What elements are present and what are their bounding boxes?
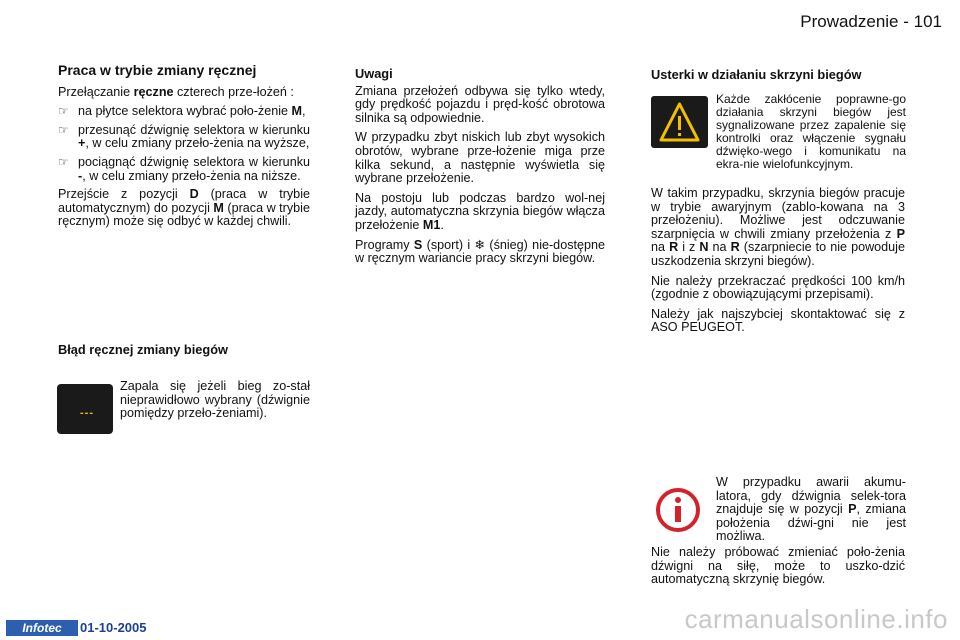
- transition-paragraph: Przejście z pozycji D (praca w trybie automatycznym) do pozycji M (praca w trybie ręcznym) może się odbyć w każdej chwili.: [58, 187, 310, 229]
- faults-body: [651, 187, 905, 341]
- faults-paragraph: Nie należy przekraczać prędkości 100 km/h (zgodnie z obowiązującymi przepisami).: [651, 273, 905, 302]
- indicator-dots: ---: [80, 407, 94, 419]
- pointing-hand-icon: ☞: [58, 104, 69, 119]
- notes-paragraph: W przypadku zbyt niskich lub zbyt wysokich obrotów, wybrane prze-łożenie miga prze kilka sekund, a następnie wyświetla się wybrane przełożenie.: [355, 130, 605, 186]
- gear-error-text: Zapala się jeżeli bieg zo-stał nieprawidłowo wybrany (dźwignie pomiędzy przeło-żeniami).: [120, 379, 310, 421]
- list-item: ☞ przesunąć dźwignię selektora w kierunku +, w celu zmiany przeło-żenia na wyższe,: [58, 122, 310, 151]
- list-item: ☞ na płytce selektora wybrać poło-żenie M,: [58, 104, 306, 119]
- pointing-hand-icon: ☞: [58, 154, 69, 169]
- column-faults: [651, 68, 905, 86]
- faults-final-paragraph: Nie należy próbować zmieniać poło-żenia dźwigni na siłę, może to uszko-dzić automatyczną skrzynię biegów.: [651, 545, 905, 587]
- column-manual-mode: [58, 64, 310, 235]
- snowflake-icon: ❄: [474, 237, 486, 252]
- watermark: carmanualsonline.info: [684, 604, 948, 634]
- pointing-hand-icon: ☞: [58, 122, 69, 137]
- notes-paragraph: Na postoju lub podczas bardzo wol-nej jazdy, automatyczna skrzynia biegów włącza przełożenie M1.: [355, 190, 605, 232]
- intro-paragraph: Przełączanie ręczne czterech prze-łożeń :: [58, 84, 294, 99]
- notes-paragraph: Zmiana przełożeń odbywa się tylko wtedy, gdy prędkość pojazdu i pręd-kość obrotowa silnika są odpowiednie.: [355, 83, 605, 125]
- warning-text: Każde zakłócenie poprawne-go działania skrzyni biegów jest sygnalizowane przez zapalenie się kontrolki oraz włączenie sygnału dźwięko-wego i komunikatu na ekra-nie wielofunkcyjnym.: [716, 92, 906, 171]
- section-title-faults: Usterki w działaniu skrzyni biegów: [651, 67, 862, 82]
- gear-error-indicator-icon: [57, 384, 113, 434]
- section-title-manual-mode: Praca w trybie zmiany ręcznej: [58, 62, 257, 78]
- warning-triangle-icon: [651, 96, 708, 148]
- footer-date: 01-10-2005: [80, 620, 147, 635]
- faults-paragraph: Należy jak najszybciej skontaktować się z ASO PEUGEOT.: [651, 306, 905, 335]
- faults-paragraph: W takim przypadku, skrzynia biegów pracuje w trybie awaryjnym (zablo-kowana na 3 przełożeniu). Możliwe jest odczuwanie szarpnięcia w chwili zmiany przełożenia z P na R i z N na R (szarpniecie to nie powoduje uszkodzenia skrzyni biegów).: [651, 186, 905, 268]
- info-circle-icon: [655, 487, 701, 533]
- list-item: ☞ pociągnąć dźwignię selektora w kierunku -, w celu zmiany przeło-żenia na niższe.: [58, 154, 310, 183]
- page-title: Prowadzenie - 101: [800, 12, 942, 31]
- section-title-gear-error: Błąd ręcznej zmiany biegów: [58, 342, 228, 357]
- column-notes: [355, 67, 605, 272]
- section-title-notes: Uwagi: [355, 66, 393, 81]
- infotec-logo: Infotec: [6, 620, 78, 636]
- info-text: W przypadku awarii akumu-latora, gdy dźwignia selek-tora znajduje się w pozycji P, zmiana położenia dźwi-gni nie jest możliwa.: [716, 475, 906, 544]
- notes-paragraph: Programy S (sport) i ❄ (śnieg) nie-dostępne w ręcznym wariancie pracy skrzyni biegów.: [355, 237, 606, 266]
- section-gear-error: [58, 342, 310, 361]
